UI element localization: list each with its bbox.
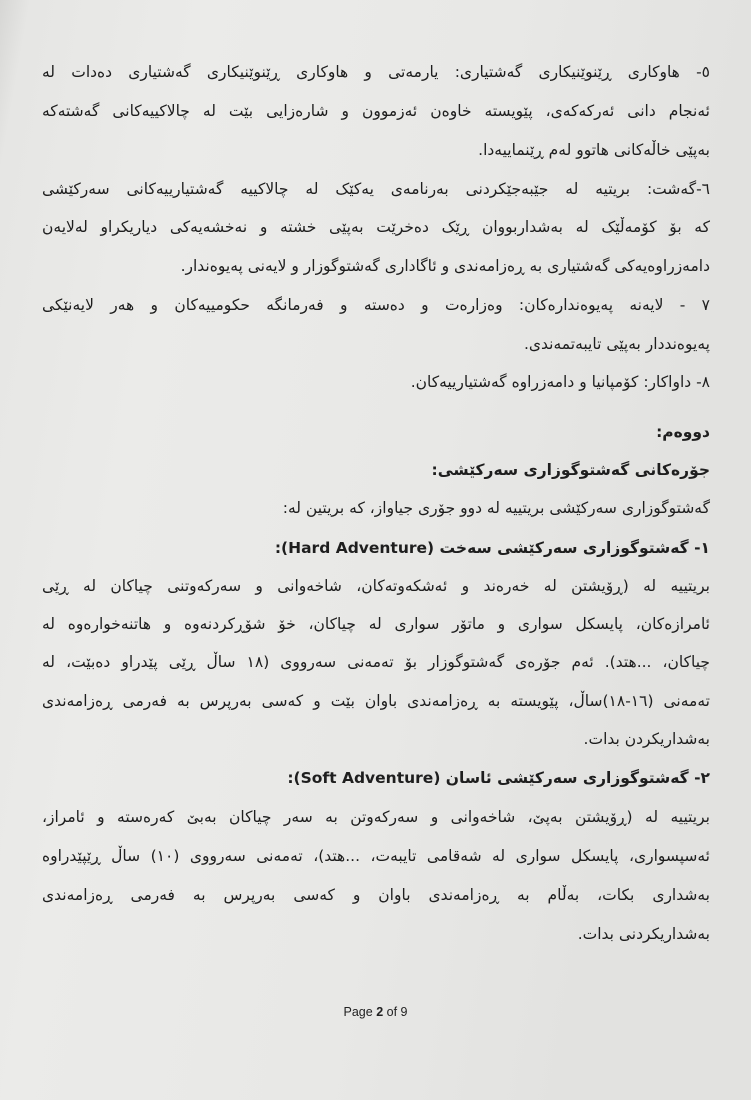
of-label: of	[383, 1005, 401, 1019]
text-line: دامەزراوەیەکی گەشتیاری بە ڕەزامەندی و ئاگاداری گەشتوگوزار و لایەنی پەیوەندار.	[180, 257, 710, 275]
page-number	[0, 1005, 751, 1019]
text-line: چیاکان، ...هتد). ئەم جۆرەی گەشتوگوزار بۆ تەمەنی سەرووی (١٨ ساڵ ڕێی پێدراو دەبێت، لە	[42, 653, 710, 671]
text-line: پەیوەنددار بەپێی تایبەتمەندی.	[523, 335, 710, 353]
text-line: ٧ - لایەنە پەیوەندارەکان: وەزارەت و دەستە و فەرمانگە حکومییەکان و هەر لایەنێکی	[42, 296, 710, 314]
section-heading: جۆرەکانی گەشتوگوزاری سەرکێشی:	[431, 461, 710, 479]
text-line: بەشداری بکات، بەڵام بە ڕەزامەندی باوان و کەسی بەرپرس بە فەرمی ڕەزامەندی	[42, 886, 710, 904]
text-line: ٨- داواکار: کۆمپانیا و دامەزراوە گەشتیارییەکان.	[410, 373, 710, 391]
subsection-heading: ٢- گەشتوگوزاری سەرکێشی ئاسان (Soft Adventure):	[287, 769, 710, 787]
text-line: کە بۆ کۆمەڵێک لە بەشداربووان ڕێک دەخرێت بەپێی خشتە و نەخشەیەکی دیاریکراو لەلایەن	[42, 218, 710, 236]
subsection-heading: ١- گەشتوگوزاری سەرکێشی سەخت (Hard Adventure):	[274, 539, 710, 557]
text-line: ٥- هاوکاری ڕێنوێنیکاری گەشتیاری: یارمەتی و هاوکاری ڕێنوێنیکاری گەشتیاری دەدات لە	[42, 63, 710, 81]
current-page: 2	[376, 1005, 384, 1019]
text-line: تەمەنی (١٦-١٨)ساڵ، پێویستە بە ڕەزامەندی باوان بێت و کەسی بەرپرس بە فەرمی ڕەزامەندی	[42, 692, 710, 710]
text-line: بەشداریکردنی بدات.	[577, 925, 710, 943]
text-line: گەشتوگوزاری سەرکێشی بریتییە لە دوو جۆری جیاواز، کە بریتین لە:	[282, 499, 710, 517]
text-line: بەپێی خاڵەکانی هاتوو لەم ڕێنماییەدا.	[478, 141, 710, 159]
section-heading: دووەم:	[656, 423, 710, 441]
text-line: ئامرازەکان، پایسکل سواری و ماتۆر سواری لە چیاکان، خۆ شۆڕکردنەوە و هاتنەخوارەوە لە	[42, 615, 710, 633]
text-line: بەشداریکردن بدات.	[583, 730, 710, 748]
text-line: ئەنجام دانی ئەرکەکەی، پێویستە خاوەن ئەزموون و شارەزایی بێت لە چالاکییەکانی گەشتەکە	[42, 102, 710, 120]
total-pages: 9	[400, 1005, 408, 1019]
text-line: بریتییە لە (ڕۆیشتن بەپێ، شاخەوانی و سەرکەوتن بە سەر چیاکان بەبێ کەرەستە و ئامراز،	[42, 808, 710, 826]
text-line: ٦-گەشت: بریتیە لە جێبەجێکردنی بەرنامەی یەکێک لە چالاکییە گەشتیارییەکانی سەرکێشی	[42, 180, 710, 198]
text-line: ئەسپسواری، پایسکل سواری لە شەقامی تایبەت، ...هتد)، تەمەنی سەرووی (١٠) ساڵ ڕێپێدراوە	[42, 847, 711, 865]
text-line: بریتییە لە (ڕۆیشتن لە خەرەند و ئەشکەوتەکان، شاخەوانی و سەرکەوتنی چیاکان لە ڕێی	[42, 577, 710, 595]
page-label: Page	[343, 1005, 377, 1019]
